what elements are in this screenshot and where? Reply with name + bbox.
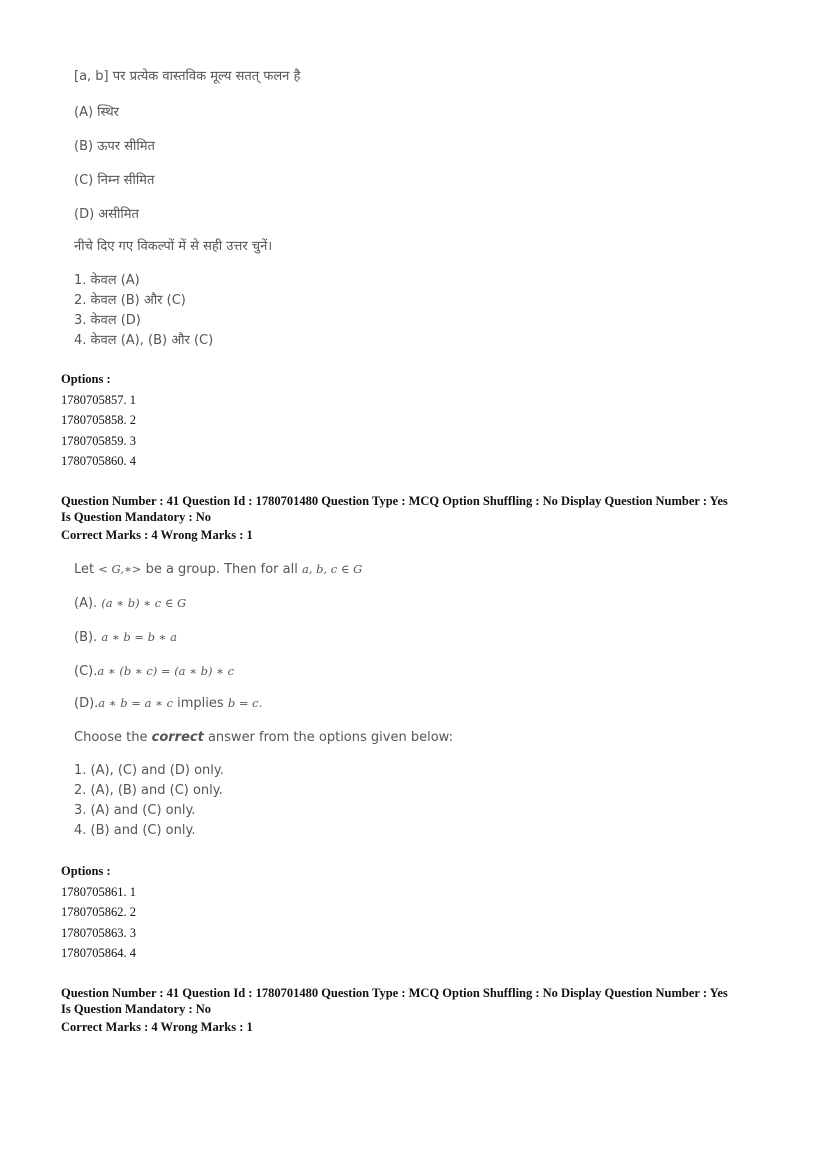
question-1-statement-d: (D) असीमित [74,207,139,222]
question-2-stem-prefix: Let [74,562,95,577]
question-1-choice-2: 2. केवल (B) और (C) [74,293,186,308]
question-meta-1-line2: Is Question Mandatory : No [61,510,212,524]
question-1-statement-b: (B) ऊपर सीमित [74,139,155,154]
option-1-4: 1780705860. 4 [61,454,136,468]
question-1-choice-3: 3. केवल (D) [74,313,141,328]
instruction-prefix: Choose the [74,730,148,745]
question-2-choice-1: 1. (A), (C) and (D) only. [74,763,224,778]
statement-a-label: (A). [74,596,98,611]
option-2-2: 1780705862. 2 [61,905,136,919]
question-2-choice-2: 2. (A), (B) and (C) only. [74,783,223,798]
question-2-statement-d [74,696,262,711]
question-2-stem-math: < G,∗> [98,562,142,576]
statement-d-math: a ∗ b = a ∗ c [98,696,174,710]
instruction-emphasis: correct [151,730,204,745]
options-2 [61,861,136,964]
option-2-4: 1780705864. 4 [61,946,136,960]
option-1-1: 1780705857. 1 [61,392,136,407]
question-2-stem-math2: a, b, c ∈ G [301,562,363,576]
question-2-statement-a [74,596,186,611]
question-meta-1 [61,493,801,543]
question-1-statement-a: (A) स्थिर [74,105,119,120]
options-1-heading: Options : [61,372,111,386]
option-2-1: 1780705861. 1 [61,884,136,899]
question-1-choice-1: 1. केवल (A) [74,273,140,288]
option-1-3: 1780705859. 3 [61,433,136,448]
question-1-choice-4: 4. केवल (A), (B) और (C) [74,333,214,348]
question-1-instruction: नीचे दिए गए विकल्पों में से सही उत्तर चुनें। [74,239,273,254]
question-2-statement-c [74,664,234,679]
statement-c-label: (C). [74,664,98,679]
statement-a-math: (a ∗ b) ∗ c ∈ G [101,596,187,610]
question-meta-1-line3: Correct Marks : 4 Wrong Marks : 1 [61,528,253,542]
question-2-choice-4: 4. (B) and (C) only. [74,823,196,838]
option-2-3: 1780705863. 3 [61,925,136,940]
statement-c-math: a ∗ (b ∗ c) = (a ∗ b) ∗ c [97,664,235,678]
question-meta-2 [61,985,801,1035]
question-1-statement-c: (C) निम्न सीमित [74,173,155,188]
option-1-2: 1780705858. 2 [61,413,136,427]
question-meta-2-line3: Correct Marks : 4 Wrong Marks : 1 [61,1020,253,1034]
statement-b-math: a ∗ b = b ∗ a [101,630,177,644]
statement-d-label: (D). [74,696,99,711]
question-2-instruction [74,730,453,745]
options-2-heading: Options : [61,864,111,878]
instruction-suffix: answer from the options given below: [207,730,453,745]
question-1-stem: [a, b] पर प्रत्येक वास्तविक मूल्य सतत् फलन है [74,69,301,84]
statement-d-math2: b = c. [227,696,263,710]
statement-d-mid: implies [177,696,224,711]
question-2-statement-b [74,630,177,645]
statement-b-label: (B). [74,630,98,645]
question-2-stem [74,562,362,577]
question-meta-1-line1: Question Number : 41 Question Id : 1780701480 Question Type : MCQ Option Shuffling : No Display Question Number : Yes [61,494,728,508]
options-1 [61,369,136,472]
question-meta-2-line2: Is Question Mandatory : No [61,1002,212,1016]
question-meta-2-line1: Question Number : 41 Question Id : 1780701480 Question Type : MCQ Option Shuffling : No Display Question Number : Yes [61,986,728,1000]
question-2-stem-mid: be a group. Then for all [145,562,298,577]
question-2-choice-3: 3. (A) and (C) only. [74,803,196,818]
